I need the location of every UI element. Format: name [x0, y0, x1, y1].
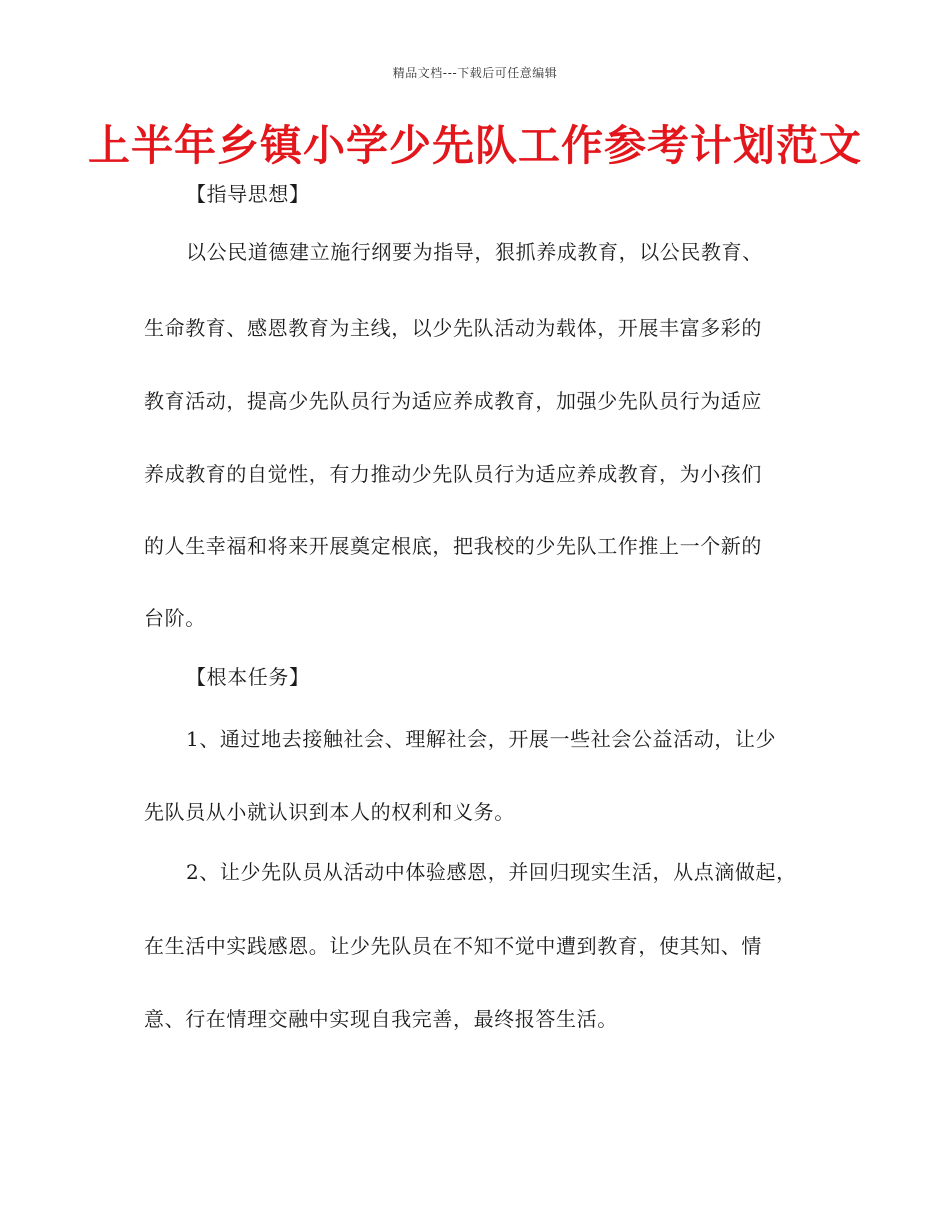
task-item-1-line: 1、通过地去接触社会、理解社会，开展一些社会公益活动，让少 — [186, 727, 777, 751]
paragraph-line: 以公民道德建立施行纲要为指导，狠抓养成教育，以公民教育、 — [186, 240, 763, 264]
task-item-2-line: 在生活中实践感恩。让少先队员在不知不觉中遭到教育，使其知、情 — [144, 934, 762, 958]
paragraph-line: 台阶。 — [144, 606, 206, 630]
paragraph-line: 教育活动，提高少先队员行为适应养成教育，加强少先队员行为适应 — [144, 389, 762, 413]
section-heading-basic-tasks: 【根本任务】 — [186, 665, 310, 689]
document-title: 上半年乡镇小学少先队工作参考计划范文 — [87, 121, 862, 170]
paragraph-line: 生命教育、感恩教育为主线，以少先队活动为载体，开展丰富多彩的 — [144, 316, 762, 340]
paragraph-line: 养成教育的自觉性，有力推动少先队员行为适应养成教育，为小孩们 — [144, 462, 762, 486]
task-item-2-line: 意、行在情理交融中实现自我完善，最终报答生活。 — [144, 1007, 618, 1031]
task-item-2-line: 2、让少先队员从活动中体验感恩，并回归现实生活，从点滴做起， — [186, 860, 797, 884]
section-heading-guiding-ideology: 【指导思想】 — [186, 182, 310, 206]
task-item-1-line: 先队员从小就认识到本人的权利和义务。 — [144, 800, 515, 824]
paragraph-line: 的人生幸福和将来开展奠定根底，把我校的少先队工作推上一个新的 — [144, 534, 762, 558]
header-note: 精品文档---下载后可任意编辑 — [392, 66, 558, 80]
